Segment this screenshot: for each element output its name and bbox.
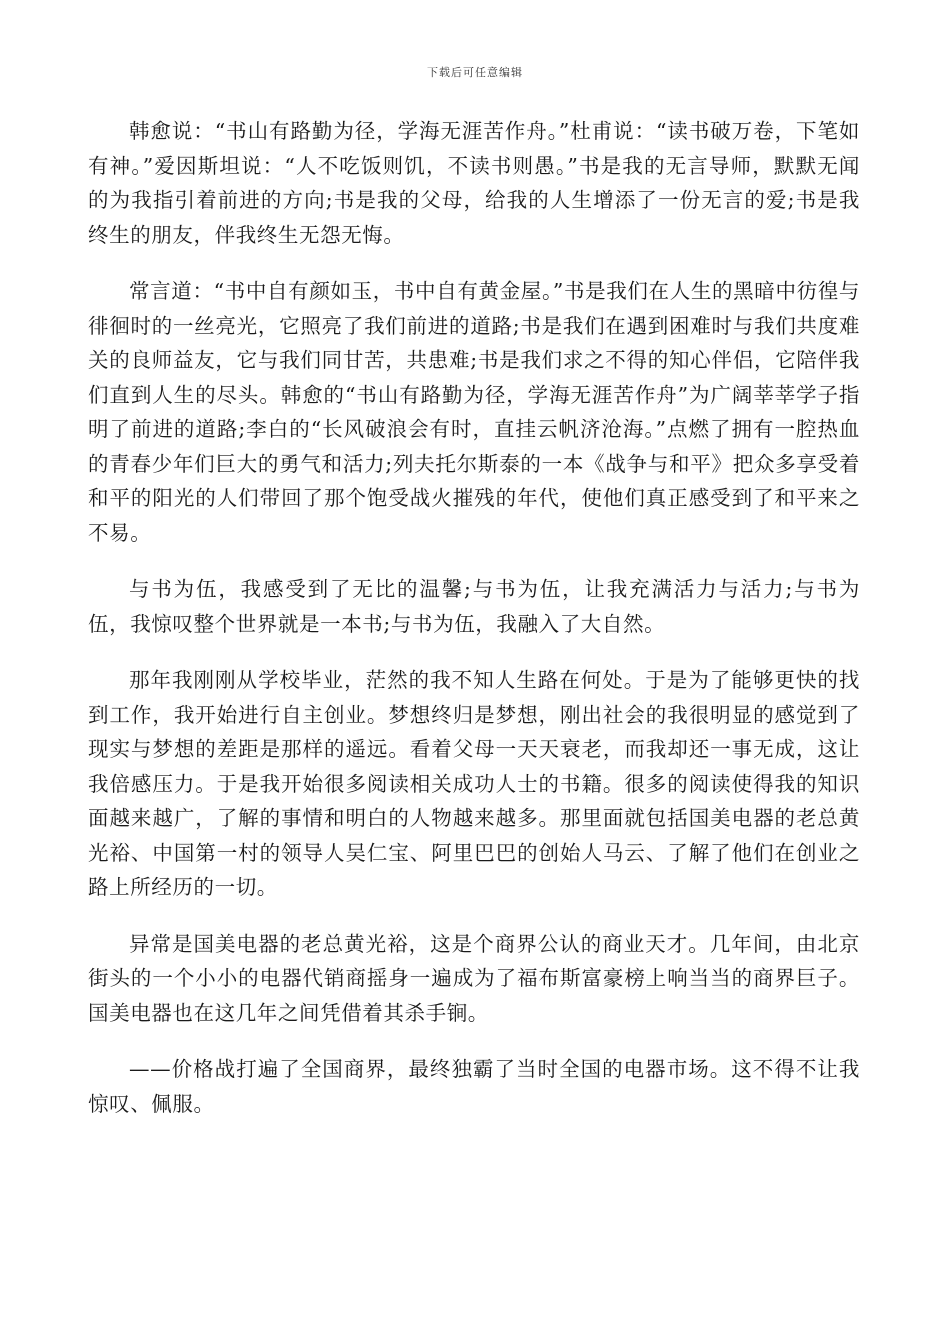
page-header: 下载后可任意编辑 xyxy=(427,66,523,79)
paragraph-3: 与书为伍，我感受到了无比的温馨;与书为伍，让我充满活力与活力;与书为伍，我惊叹整个世界就是一本书;与书为伍，我融入了大自然。 xyxy=(88,577,860,636)
paragraph-5: 异常是国美电器的老总黄光裕，这是个商界公认的商业天才。几年间，由北京街头的一个小小的电器代销商摇身一遍成为了福布斯富豪榜上响当当的商界巨子。国美电器也在这几年之间凭借着其杀手锏。 xyxy=(88,931,860,1025)
paragraph-6: ——价格战打遍了全国商界，最终独霸了当时全国的电器市场。这不得不让我惊叹、佩服。 xyxy=(88,1057,860,1116)
paragraph-4: 那年我刚刚从学校毕业，茫然的我不知人生路在何处。于是为了能够更快的找到工作，我开始进行自主创业。梦想终归是梦想，刚出社会的我很明显的感觉到了现实与梦想的差距是那样的遥远。看着父母一天天衰老，而我却还一事无成，这让我倍感压力。于是我开始很多阅读相关成功人士的书籍。很多的阅读使得我的知识面越来越广，了解的事情和明白的人物越来越多。那里面就包括国美电器的老总黄光裕、中国第一村的领导人吴仁宝、阿里巴巴的创始人马云、了解了他们在创业之路上所经历的一切。 xyxy=(88,668,860,899)
paragraph-1: 韩愈说：“书山有路勤为径，学海无涯苦作舟。”杜甫说：“读书破万卷，下笔如有神。”爱因斯坦说：“人不吃饭则饥，不读书则愚。”书是我的无言导师，默默无闻的为我指引着前进的方向;书是我的父母，给我的人生增添了一份无言的爱;书是我终生的朋友，伴我终生无怨无悔。 xyxy=(88,119,860,247)
document-body xyxy=(88,114,860,1143)
paragraph-2: 常言道：“书中自有颜如玉，书中自有黄金屋。”书是我们在人生的黑暗中彷徨与徘徊时的一丝亮光，它照亮了我们前进的道路;书是我们在遇到困难时与我们共度难关的良师益友，它与我们同甘苦，共患难;书是我们求之不得的知心伴侣，它陪伴我们直到人生的尽头。韩愈的“书山有路勤为径，学海无涯苦作舟”为广阔莘莘学子指明了前进的道路;李白的“长风破浪会有时，直挂云帆济沧海。”点燃了拥有一腔热血的青春少年们巨大的勇气和活力;列夫托尔斯泰的一本《战争与和平》把众多享受着和平的阳光的人们带回了那个饱受战火摧残的年代，使他们真正感受到了和平来之不易。 xyxy=(88,279,860,545)
